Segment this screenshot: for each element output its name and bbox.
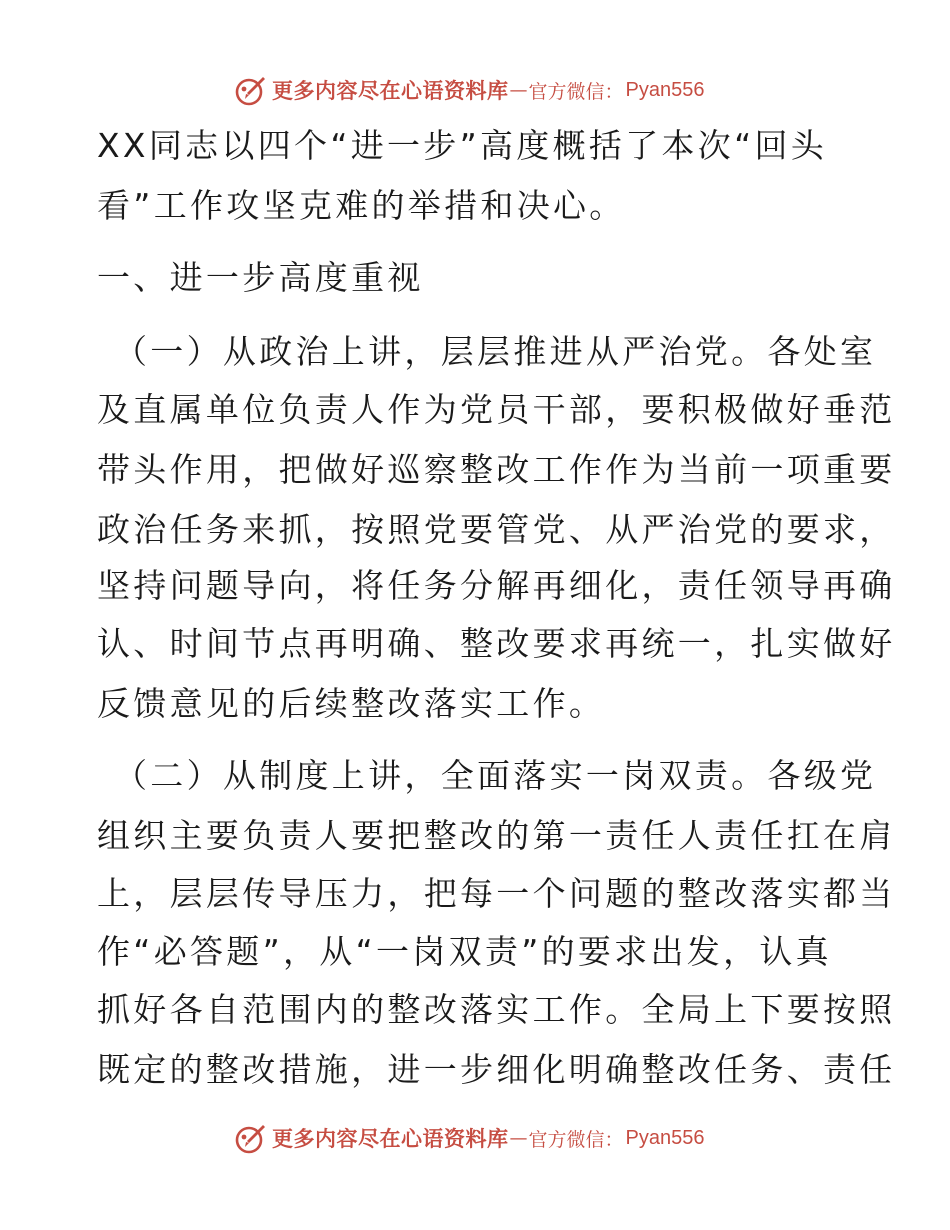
body-line: 上，层层传导压力，把每一个问题的整改落实都当 [97,874,896,913]
watermark-wechat-id: Pyan556 [625,78,705,101]
body-line: 作“必答题”，从“一岗双责”的要求出发，认真 [97,932,832,971]
body-line: 及直属单位负责人作为党员干部，要积极做好垂范 [97,390,896,429]
body-line: 政治任务来抓，按照党要管党、从严治党的要求， [97,510,896,549]
body-line: （一）从政治上讲，层层推进从严治党。各处室 [114,332,877,371]
watermark-dash: — [509,79,528,101]
quill-logo-icon [234,1121,268,1155]
body-line: 认、时间节点再明确、整改要求再统一，扎实做好 [97,624,896,663]
body-line: 既定的整改措施，进一步细化明确整改任务、责任 [97,1050,896,1089]
body-line: 带头作用，把做好巡察整改工作作为当前一项重要 [97,450,896,489]
watermark-dash: — [509,1127,528,1149]
body-line: 坚持问题导向，将任务分解再细化，责任领导再确 [97,566,896,605]
body-line: （二）从制度上讲，全面落实一岗双责。各级党 [114,756,877,795]
watermark-wechat-label: 官方微信： [528,80,624,103]
body-line: 看”工作攻坚克难的举措和决心。 [97,186,626,225]
section-heading: 一、进一步高度重视 [97,258,424,297]
body-line: 反馈意见的后续整改落实工作。 [97,684,606,723]
header-watermark [234,72,704,108]
body-line: 抓好各自范围内的整改落实工作。全局上下要按照 [97,990,896,1029]
footer-watermark [234,1120,704,1156]
quill-logo-icon [234,73,268,107]
watermark-library-text: 更多内容尽在心语资料库 [272,1126,509,1151]
watermark-wechat-id: Pyan556 [625,1126,705,1149]
watermark-library-text: 更多内容尽在心语资料库 [272,78,509,103]
watermark-wechat-label: 官方微信： [528,1128,624,1151]
body-line: XX同志以四个“进一步”高度概括了本次“回头 [97,126,828,165]
body-line: 组织主要负责人要把整改的第一责任人责任扛在肩 [97,816,896,855]
